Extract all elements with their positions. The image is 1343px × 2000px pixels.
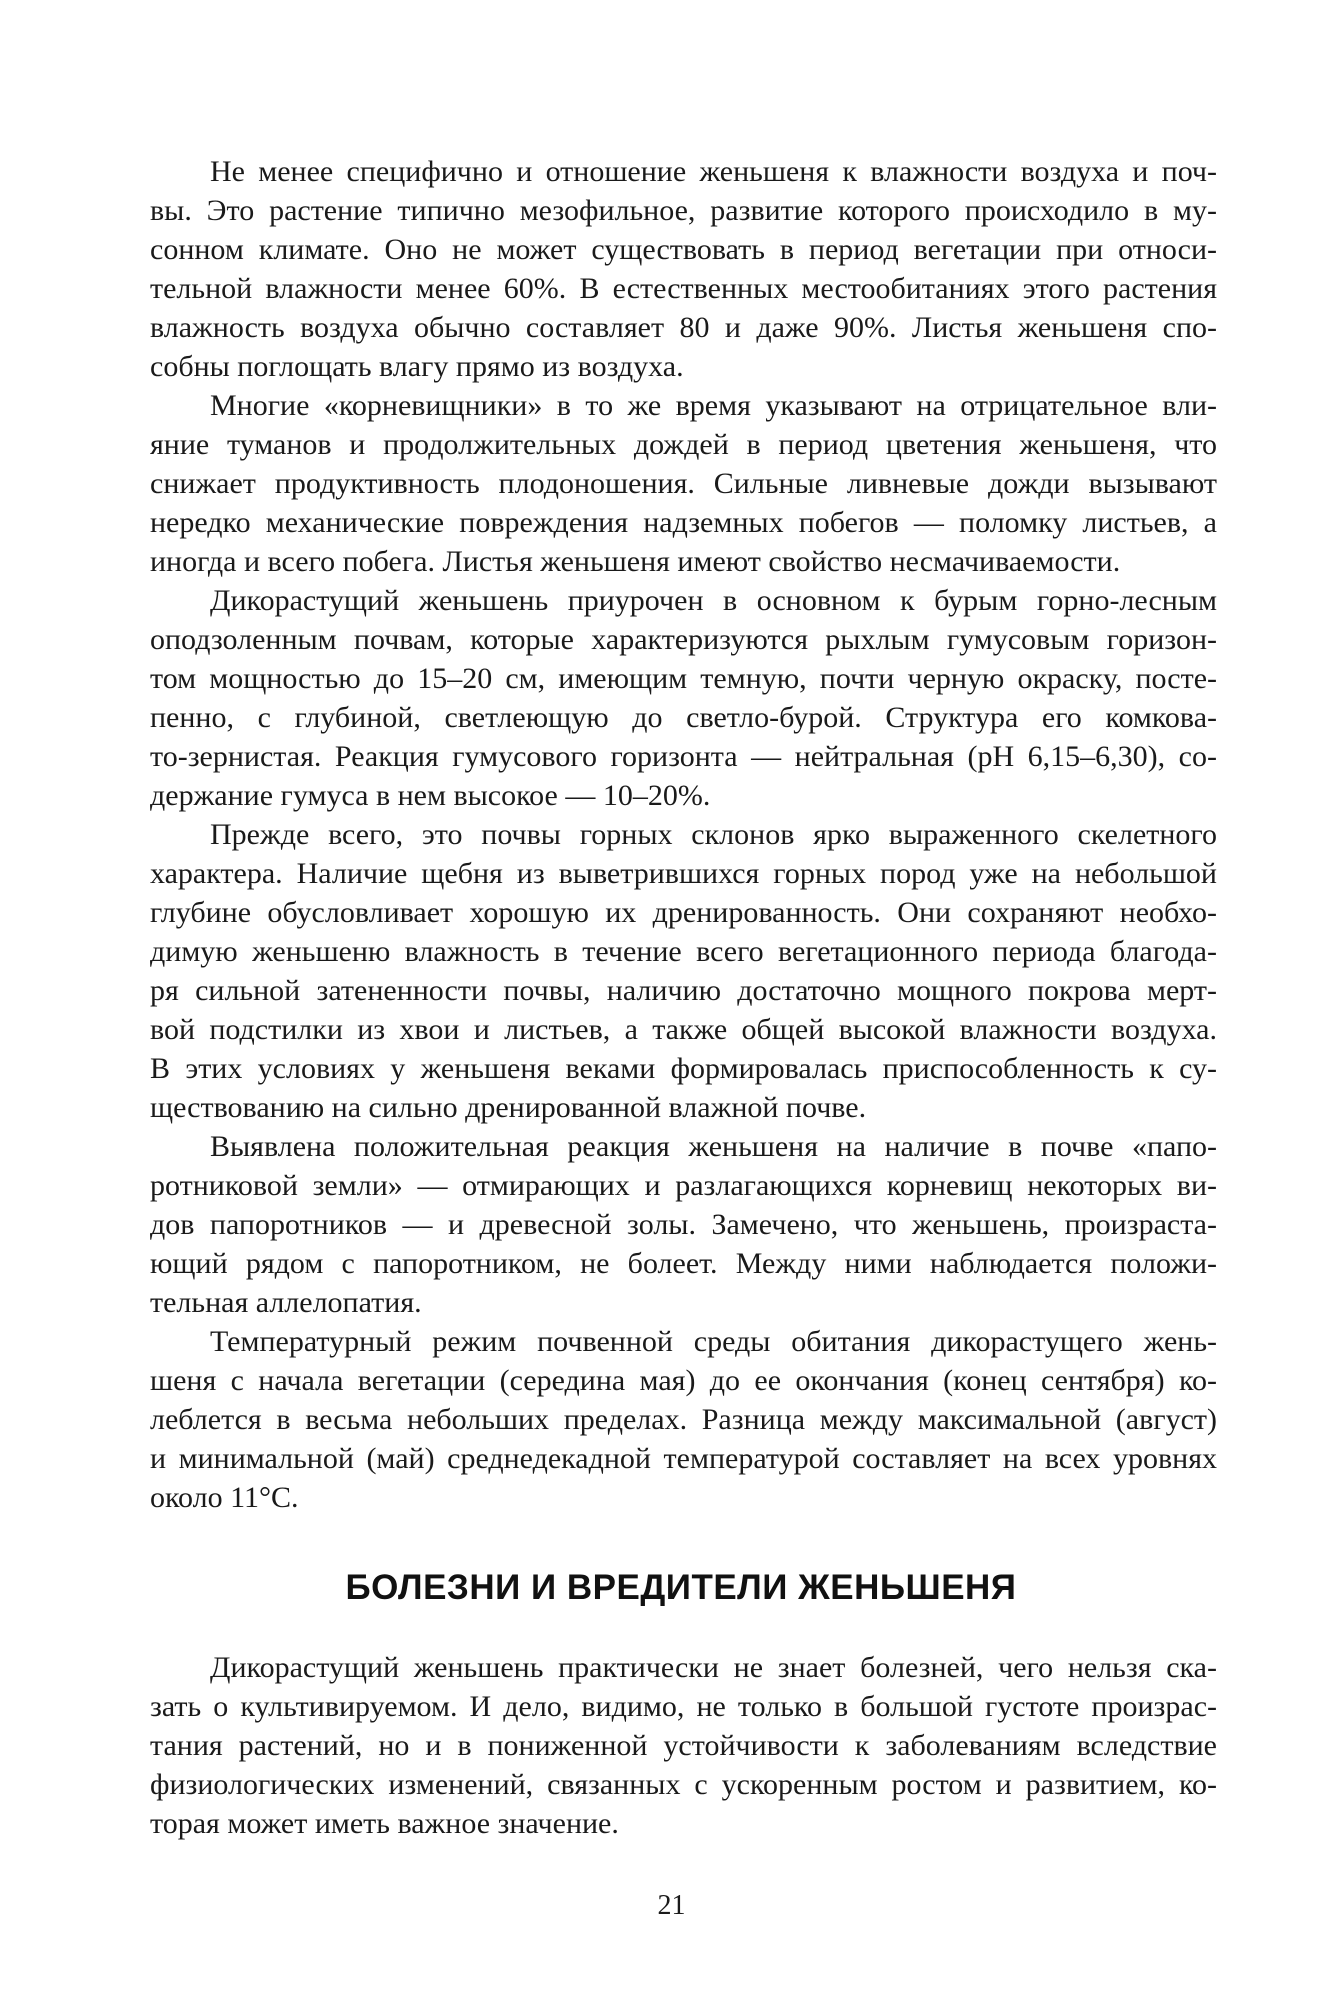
- text-line: тельной влажности менее 60%. В естественных местообитаниях этого растения: [150, 272, 1217, 305]
- text-line: влажность воздуха обычно составляет 80 и даже 90%. Листья женьшеня спо-: [150, 311, 1217, 344]
- paragraph-humidity: [145, 152, 1217, 386]
- text-line: Температурный режим почвенной среды обитания дикорастущего жень-: [210, 1325, 1217, 1358]
- text-line: Многие «корневищники» в то же время указывают на отрицательное вли-: [210, 389, 1217, 422]
- paragraph-soil: [145, 581, 1217, 815]
- text-line: и минимальной (май) среднедекадной температурой составляет на всех уровнях: [150, 1442, 1217, 1475]
- text-line: нередко механические повреждения надземных побегов — поломку листьев, а: [150, 506, 1217, 539]
- text-line: тельная аллелопатия.: [150, 1286, 422, 1319]
- paragraph-slopes: [145, 815, 1217, 1127]
- text-line: ротниковой земли» — отмирающих и разлагающихся корневищ некоторых ви-: [150, 1169, 1217, 1202]
- text-line: около 11°С.: [150, 1481, 299, 1514]
- text-line: ря сильной затененности почвы, наличию достаточно мощного покрова мерт-: [150, 974, 1217, 1007]
- text-line: яние туманов и продолжительных дождей в период цветения женьшеня, что: [150, 428, 1217, 461]
- text-line: сонном климате. Оно не может существовать в период вегетации при относи-: [150, 233, 1217, 266]
- text-line: физиологических изменений, связанных с ускоренным ростом и развитием, ко-: [150, 1768, 1217, 1801]
- text-line: димую женьшеню влажность в течение всего вегетационного периода благода-: [150, 935, 1217, 968]
- text-line: снижает продуктивность плодоношения. Сильные ливневые дожди вызывают: [150, 467, 1217, 500]
- text-line: вой подстилки из хвои и листьев, а также общей высокой влажности воздуха.: [150, 1013, 1217, 1046]
- section-text: [145, 1648, 1217, 1843]
- text-line: пенно, с глубиной, светлеющую до светло-бурой. Структура его комкова-: [150, 701, 1217, 734]
- paragraph-fern: [145, 1127, 1217, 1322]
- paragraph-diseases: [145, 1648, 1217, 1843]
- text-line: глубине обусловливает хорошую их дренированность. Они сохраняют необхо-: [150, 896, 1217, 929]
- text-line: шеня с начала вегетации (середина мая) до ее окончания (конец сентября) ко-: [150, 1364, 1217, 1397]
- text-line: оподзоленным почвам, которые характеризуются рыхлым гумусовым горизон-: [150, 623, 1217, 656]
- text-line: леблется в весьма небольших пределах. Разница между максимальной (август): [150, 1403, 1217, 1436]
- text-line: дов папоротников — и древесной золы. Замечено, что женьшень, произраста-: [150, 1208, 1217, 1241]
- section-heading: БОЛЕЗНИ И ВРЕДИТЕЛИ ЖЕНЬШЕНЯ: [345, 1568, 1017, 1607]
- paragraph-fog-rain: [145, 386, 1217, 581]
- text-line: собны поглощать влагу прямо из воздуха.: [150, 350, 684, 383]
- text-line: то-зернистая. Реакция гумусового горизонта — нейтральная (рН 6,15–6,30), со-: [150, 740, 1217, 773]
- text-line: Дикорастущий женьшень практически не знает болезней, чего нельзя ска-: [210, 1651, 1217, 1684]
- text-line: иногда и всего побега. Листья женьшеня имеют свойство несмачиваемости.: [150, 545, 1121, 578]
- text-line: характера. Наличие щебня из выветрившихся горных пород уже на небольшой: [150, 857, 1217, 890]
- text-line: Прежде всего, это почвы горных склонов ярко выраженного скелетного: [210, 818, 1217, 851]
- text-line: вы. Это растение типично мезофильное, развитие которого происходило в му-: [150, 194, 1217, 227]
- main-text: [145, 152, 1217, 1517]
- text-line: ющий рядом с папоротником, не болеет. Между ними наблюдается положи-: [150, 1247, 1217, 1280]
- text-line: торая может иметь важное значение.: [150, 1807, 619, 1840]
- text-line: Выявлена положительная реакция женьшеня на наличие в почве «папо-: [210, 1130, 1217, 1163]
- paragraph-temperature: [145, 1322, 1217, 1517]
- text-line: Дикорастущий женьшень приурочен в основном к бурым горно-лесным: [210, 584, 1217, 617]
- text-line: Не менее специфично и отношение женьшеня к влажности воздуха и поч-: [210, 155, 1217, 188]
- text-line: ществованию на сильно дренированной влажной почве.: [150, 1091, 867, 1124]
- text-line: держание гумуса в нем высокое — 10–20%.: [150, 779, 711, 812]
- text-line: зать о культивируемом. И дело, видимо, не только в большой густоте произрас-: [150, 1690, 1217, 1723]
- text-line: В этих условиях у женьшеня веками формировалась приспособленность к су-: [150, 1052, 1217, 1085]
- text-line: том мощностью до 15–20 см, имеющим темную, почти черную окраску, посте-: [150, 662, 1217, 695]
- page-number: 21: [657, 1890, 686, 1921]
- text-line: тания растений, но и в пониженной устойчивости к заболеваниям вследствие: [150, 1729, 1217, 1762]
